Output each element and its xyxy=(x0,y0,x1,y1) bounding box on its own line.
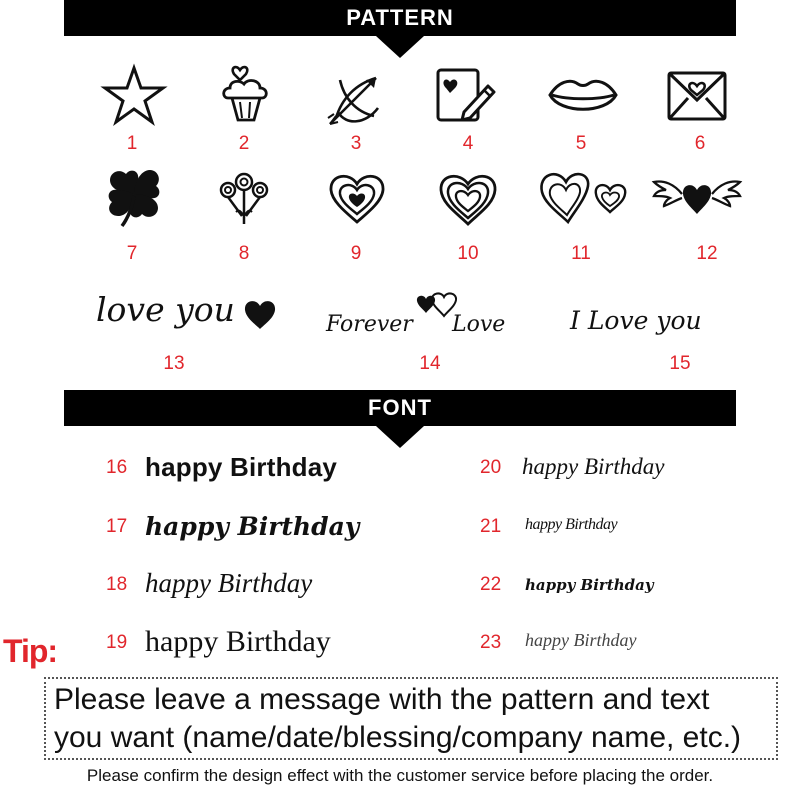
love-text: Love xyxy=(452,312,506,337)
pattern-number: 12 xyxy=(696,243,718,264)
font-number: 21 xyxy=(480,516,502,537)
pattern-number: 6 xyxy=(694,133,706,154)
double-hearts-icon xyxy=(536,168,632,226)
pattern-number: 2 xyxy=(238,133,250,154)
pattern-number: 8 xyxy=(238,243,250,264)
font-sample: happy Birthday xyxy=(145,512,360,541)
pattern-number: 9 xyxy=(350,243,362,264)
font-sample: happy Birthday xyxy=(145,452,338,482)
font-sample: happy Birthday xyxy=(522,454,665,479)
pattern-section-banner: PATTERN xyxy=(64,0,736,36)
pattern-number: 4 xyxy=(462,133,474,154)
pattern-number: 13 xyxy=(163,353,185,374)
pattern-number: 1 xyxy=(126,133,138,154)
layered-hearts-icon xyxy=(438,172,498,226)
cupid-bow-arrow-icon xyxy=(326,68,386,128)
pattern-number: 5 xyxy=(575,133,587,154)
font-number: 22 xyxy=(480,574,502,595)
font-number: 19 xyxy=(106,632,128,653)
heart-solid-icon xyxy=(243,298,277,330)
forever-text: Forever xyxy=(326,312,413,337)
cupcake-icon xyxy=(218,62,274,124)
tip-message-line: Please leave a message with the pattern and text xyxy=(54,683,710,716)
font-number: 18 xyxy=(106,574,128,595)
font-number: 20 xyxy=(480,457,502,478)
pattern-number: 15 xyxy=(669,353,691,374)
font-sample: happy Birthday xyxy=(525,516,618,533)
pattern-number: 3 xyxy=(350,133,362,154)
heart-envelope-icon xyxy=(666,70,728,122)
footer-note: Please confirm the design effect with the customer service before placing the order. xyxy=(86,766,714,785)
font-sample: happy Birthday xyxy=(525,576,654,594)
font-sample: happy Birthday xyxy=(525,630,637,650)
font-section-banner: FONT xyxy=(64,390,736,426)
pattern-number: 11 xyxy=(571,243,591,264)
i-love-you-text: I Love you xyxy=(570,306,702,335)
star-icon xyxy=(103,66,165,124)
tip-message-line: you want (name/date/blessing/company name, etc.) xyxy=(54,721,742,754)
pattern-number: 10 xyxy=(457,243,479,264)
pattern-number: 14 xyxy=(419,353,441,374)
font-number: 23 xyxy=(480,632,502,653)
love-you-text: love you xyxy=(96,290,235,329)
winged-heart-icon xyxy=(652,176,742,216)
nested-hearts-icon xyxy=(328,172,386,224)
four-leaf-clover-icon xyxy=(104,166,164,228)
tip-label: Tip: xyxy=(3,633,58,669)
pattern-number: 7 xyxy=(126,243,138,264)
font-number: 16 xyxy=(106,457,128,478)
love-letter-pencil-icon xyxy=(434,66,496,124)
tip-message-box xyxy=(44,677,778,760)
lollipop-bouquet-icon xyxy=(216,170,272,226)
font-number: 17 xyxy=(106,516,128,537)
font-sample: happy Birthday xyxy=(145,625,331,658)
font-sample: happy Birthday xyxy=(145,568,313,598)
lips-icon xyxy=(548,78,618,116)
